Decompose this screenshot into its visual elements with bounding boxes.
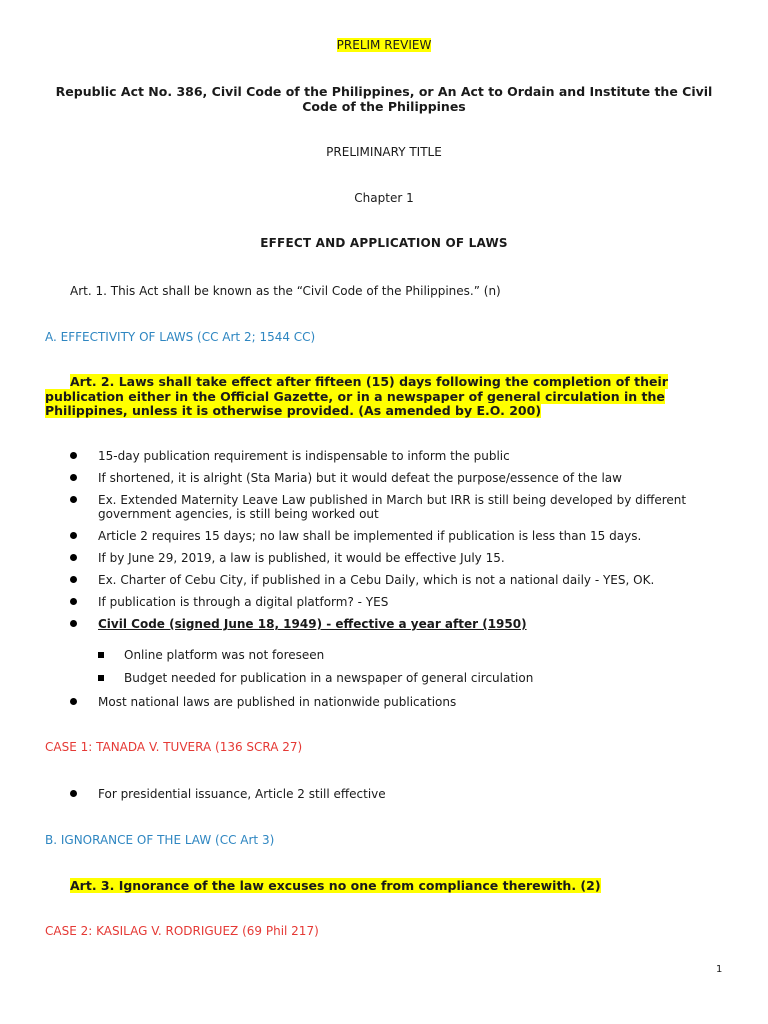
list-item: Civil Code (signed June 18, 1949) - effective a year after (1950)	[70, 617, 730, 631]
article-2-text: Art. 2. Laws shall take effect after fifteen (15) days following the completion of their publication either in the Official Gazette, or in a newspaper of general circulation in the Philippines, unless it is otherwise provided. (As amended by E.O. 200)	[45, 374, 668, 418]
chapter-heading: Chapter 1	[354, 191, 414, 205]
bullet-icon	[70, 790, 77, 797]
list-item: 15-day publication requirement is indispensable to inform the public	[70, 449, 730, 463]
bullet-icon	[70, 576, 77, 583]
bullet-icon	[70, 698, 77, 705]
article-3: Art. 3. Ignorance of the law excuses no one from compliance therewith. (2)	[70, 878, 601, 893]
bullet-icon	[70, 452, 77, 459]
preliminary-title: PRELIMINARY TITLE	[326, 145, 442, 159]
bullet-list-national	[70, 695, 730, 709]
sub-list-item: Online platform was not foreseen	[98, 648, 324, 662]
bullet-icon	[70, 474, 77, 481]
list-item: Ex. Charter of Cebu City, if published in a Cebu Daily, which is not a national daily - YES, OK.	[70, 573, 730, 587]
act-title: Republic Act No. 386, Civil Code of the Philippines, or An Act to Ordain and Institute the Civil Code of the Philippines	[55, 84, 713, 114]
bullet-list-case-1	[70, 787, 730, 801]
section-b-heading: B. IGNORANCE OF THE LAW (CC Art 3)	[45, 833, 275, 847]
article-2	[45, 375, 735, 419]
chapter-title: EFFECT AND APPLICATION OF LAWS	[260, 236, 508, 250]
case-1-heading: CASE 1: TANADA V. TUVERA (136 SCRA 27)	[45, 740, 303, 754]
prelim-review-heading: PRELIM REVIEW	[336, 38, 432, 52]
bullet-icon	[70, 532, 77, 539]
sub-list-item: Budget needed for publication in a newspaper of general circulation	[98, 671, 533, 685]
bullet-icon	[70, 554, 77, 561]
list-item: For presidential issuance, Article 2 still effective	[70, 787, 730, 801]
square-bullet-icon	[98, 652, 104, 658]
bullet-icon	[70, 496, 77, 503]
article-1: Art. 1. This Act shall be known as the “Civil Code of the Philippines.” (n)	[70, 284, 501, 298]
page-number: 1	[716, 964, 723, 975]
bullet-icon	[70, 598, 77, 605]
square-bullet-icon	[98, 675, 104, 681]
list-item: If publication is through a digital platform? - YES	[70, 595, 730, 609]
list-item: If by June 29, 2019, a law is published, it would be effective July 15.	[70, 551, 730, 565]
section-a-heading: A. EFFECTIVITY OF LAWS (CC Art 2; 1544 CC)	[45, 330, 316, 344]
case-2-heading: CASE 2: KASILAG V. RODRIGUEZ (69 Phil 217)	[45, 924, 319, 938]
list-item: Article 2 requires 15 days; no law shall be implemented if publication is less than 15 days.	[70, 529, 730, 543]
bullet-icon	[70, 620, 77, 627]
list-item: Ex. Extended Maternity Leave Law published in March but IRR is still being developed by different government agencies, is still being worked out	[70, 493, 730, 521]
bullet-list-effectivity	[70, 449, 730, 631]
list-item: If shortened, it is alright (Sta Maria) but it would defeat the purpose/essence of the law	[70, 471, 730, 485]
list-item: Most national laws are published in nationwide publications	[70, 695, 730, 709]
